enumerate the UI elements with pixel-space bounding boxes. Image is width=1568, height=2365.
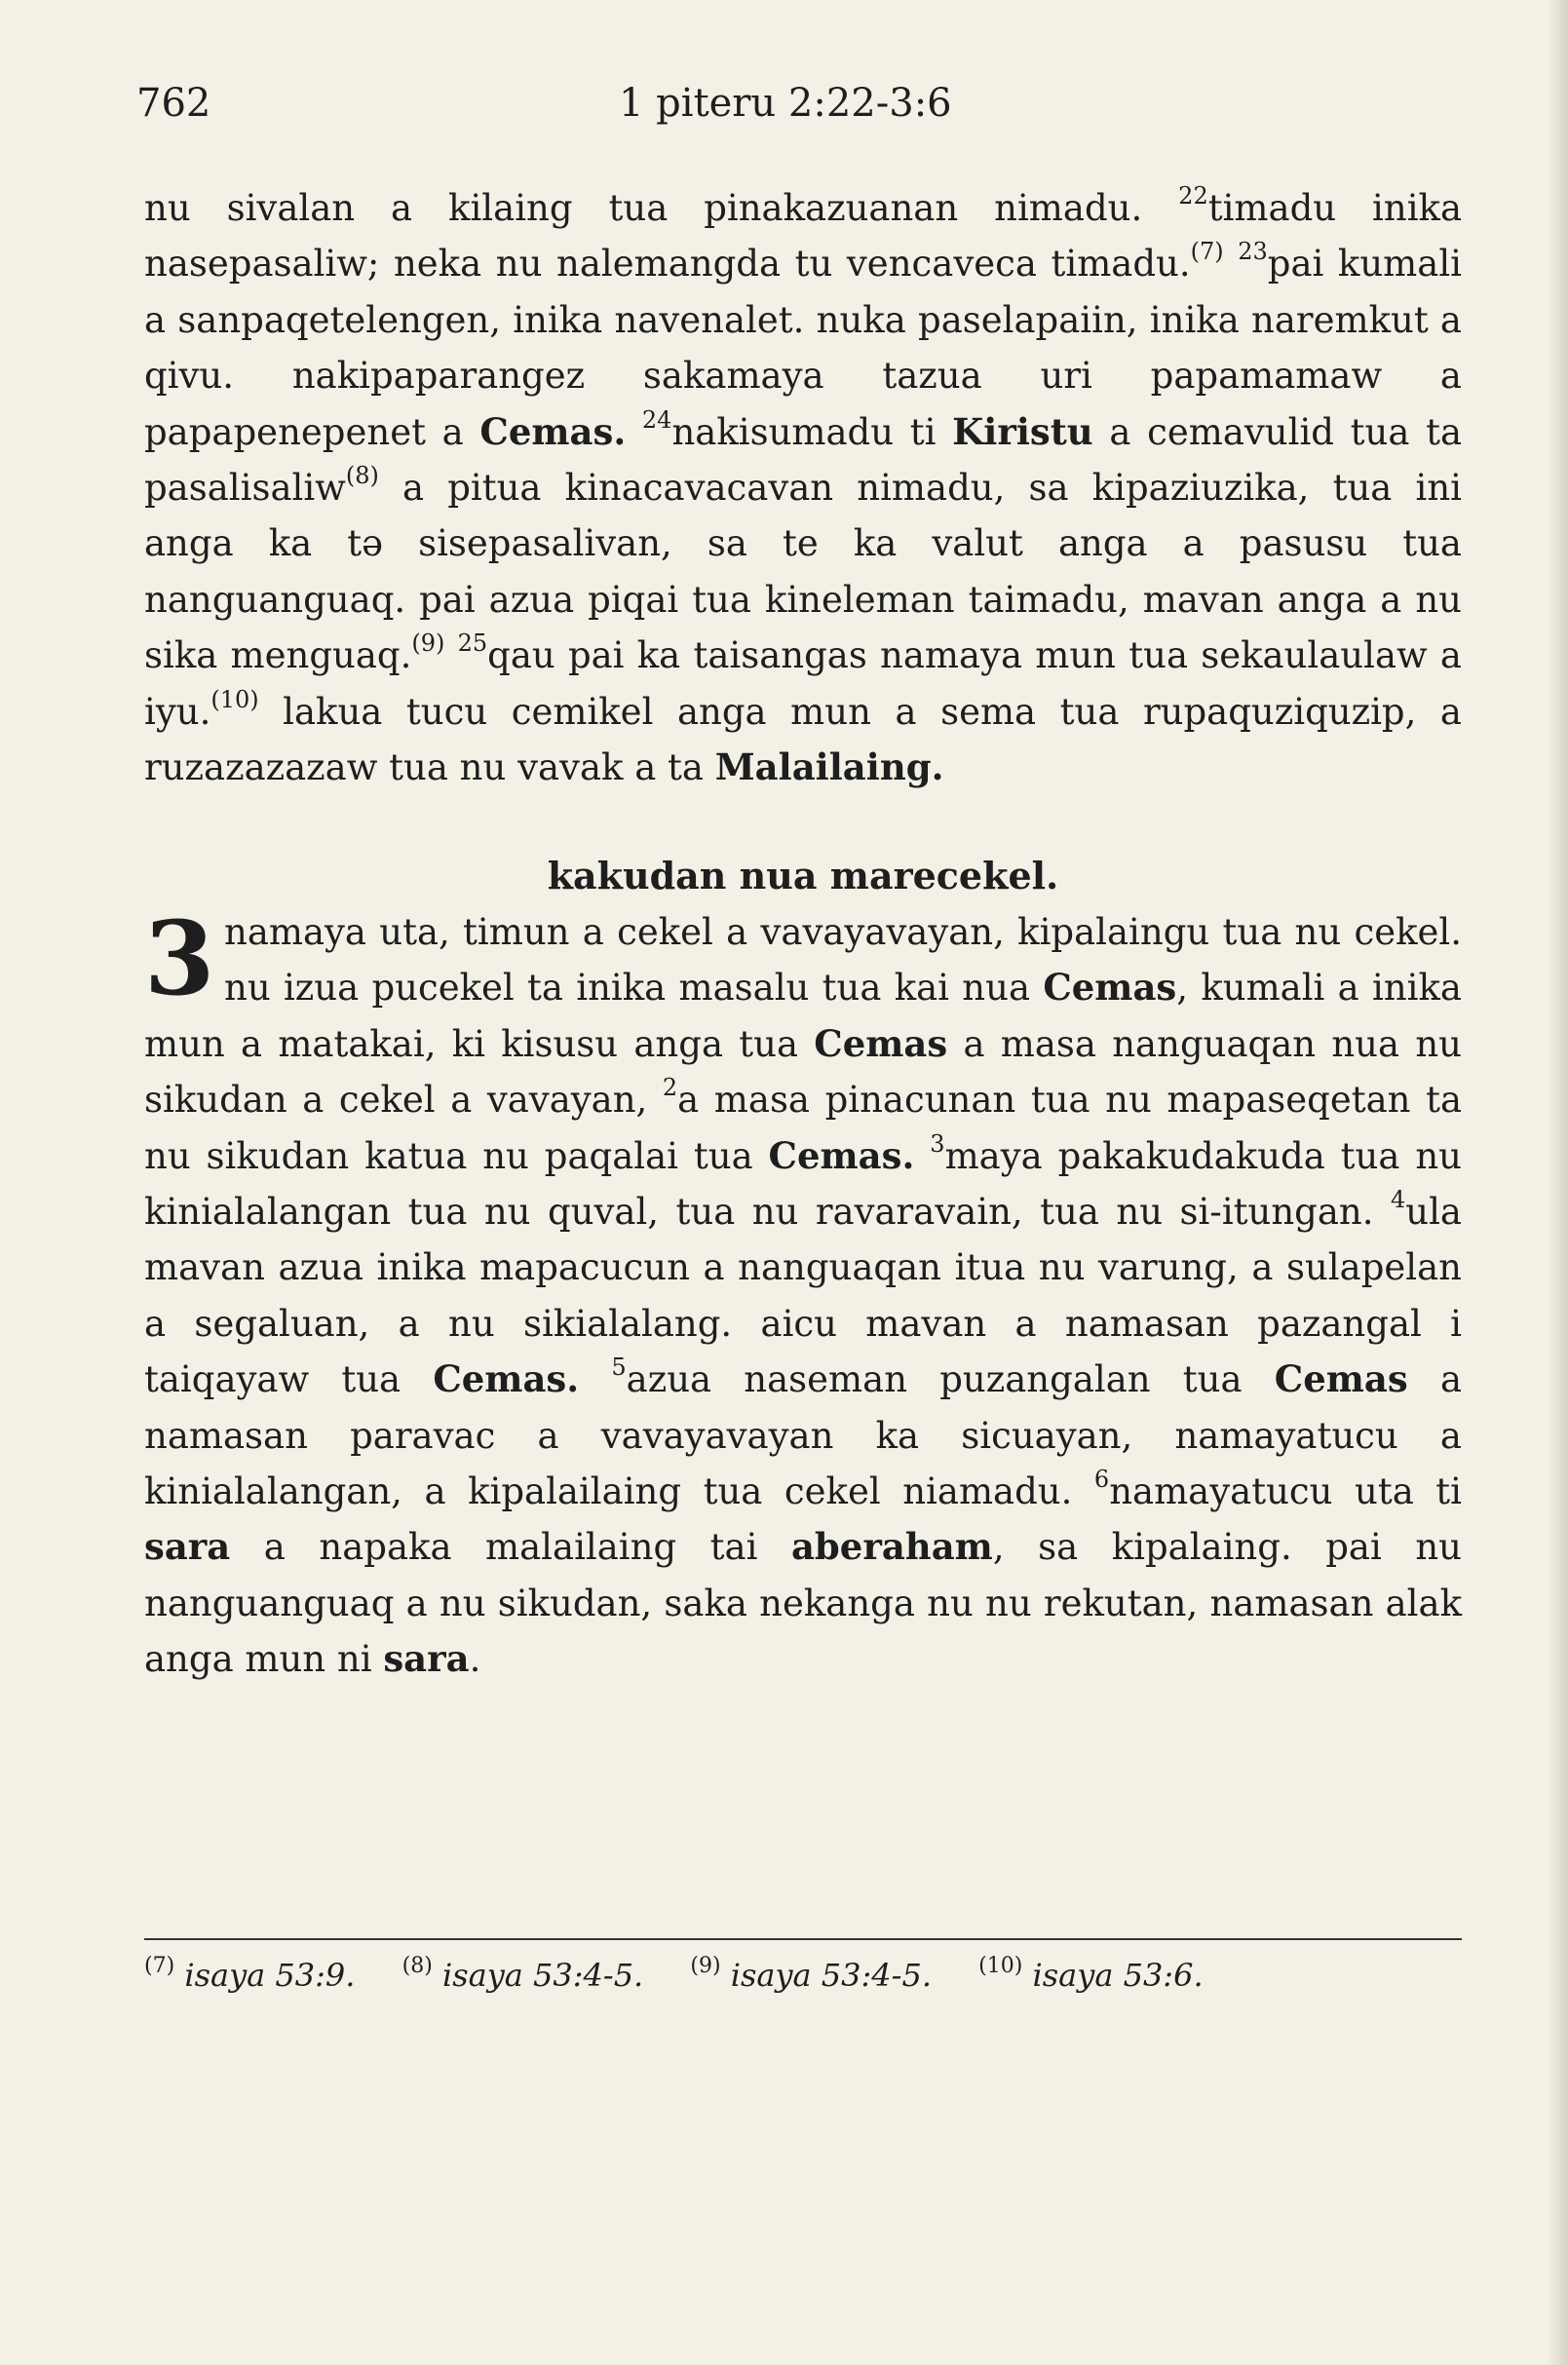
text-run: maya pakakudakuda tua nu kinialalangan tua nu quval, tua nu ravaravain, tua nu si-itungan. xyxy=(144,1134,1462,1233)
text-run: timadu inika nasepasaliw; neka nu nalemangda tu vencaveca timadu. xyxy=(144,187,1463,286)
text-run: azua naseman puzangalan tua xyxy=(626,1358,1275,1401)
section-heading: kakudan nua marecekel. xyxy=(547,854,1059,898)
text-run: a pitua kinacavacavan nimadu, sa kipaziuzika, tua ini anga ka tə sisepasalivan, sa te ka valut anga a pasusu tua nanguanguaq. pai azua piqai tua kineleman taimadu, mavan anga a nu sika menguaq. xyxy=(144,467,1462,677)
text-run: a namasan paravac a vavayavayan ka sicuayan, namayatucu a kinialalangan, a kipalailaing tua cekel niamadu. xyxy=(144,1358,1462,1512)
footnote-ref-text: isaya 53:6. xyxy=(1032,1957,1204,1994)
text-run: , kumali a inika mun a matakai, ki kisusu anga tua xyxy=(144,967,1462,1065)
page-number: 762 xyxy=(136,81,211,126)
text-run: a masa pinacunan tua nu mapaseqetan ta nu sikudan katua nu paqalai tua xyxy=(144,1079,1462,1177)
text-run: a cemavulid tua ta pasalisaliw xyxy=(144,410,1463,510)
emphasis-word: sara xyxy=(383,1637,470,1681)
text-run: namayatucu uta ti xyxy=(1109,1469,1463,1512)
footnote-ref-text: isaya 53:4-5. xyxy=(441,1957,644,1994)
emphasis-word: Cemas xyxy=(1274,1357,1408,1401)
page-edge-shadow xyxy=(1547,0,1568,2365)
emphasis-word: Kiristu xyxy=(952,409,1093,453)
verse-number: 2 xyxy=(662,1074,678,1102)
verse-number: 23 xyxy=(1238,238,1268,266)
footnote xyxy=(978,1954,1203,1997)
emphasis-word: sara xyxy=(144,1525,231,1569)
footnote-ref[interactable]: (7) xyxy=(1190,238,1224,266)
page-header xyxy=(136,74,1472,133)
verse-number: 22 xyxy=(1178,182,1208,210)
text-run: nu sivalan a kilaing tua pinakazuanan nimadu. xyxy=(144,187,1179,229)
paragraph-chapter-3 xyxy=(144,897,1463,1688)
text-run: a napaka malailaing tai xyxy=(230,1526,791,1569)
verse-number: 24 xyxy=(641,405,672,434)
emphasis-word: Cemas xyxy=(814,1021,948,1065)
footnote-mark: (10) xyxy=(978,1954,1023,1978)
main-text xyxy=(144,180,1462,1688)
verse-number: 5 xyxy=(611,1354,627,1382)
footnote-mark: (7) xyxy=(144,1954,175,1978)
running-title: 1 piteru 2:22-3:6 xyxy=(619,81,952,126)
paragraph-2-22 xyxy=(144,180,1462,795)
emphasis-word: Cemas xyxy=(1043,966,1177,1010)
footnote-mark: (8) xyxy=(402,1954,433,1978)
footnote xyxy=(402,1954,644,1997)
footnotes xyxy=(144,1938,1462,1997)
footnote-mark: (9) xyxy=(690,1954,721,1978)
text-run: , sa kipalaing. pai nu nanguanguaq a nu sikudan, saka nekanga nu nu rekutan, namasan alak anga mun ni xyxy=(144,1526,1462,1681)
text-run: namaya uta, timun a cekel a vavayavayan, kipalaingu tua nu cekel. nu izua pucekel ta inika masalu tua kai nua xyxy=(224,910,1462,1010)
emphasis-word: Cemas. xyxy=(479,409,627,453)
emphasis-word: Cemas. xyxy=(433,1357,580,1401)
footnote-ref-text: isaya 53:4-5. xyxy=(730,1957,932,1994)
verse-number: 3 xyxy=(930,1129,945,1158)
footnote-ref[interactable]: (10) xyxy=(210,685,259,713)
text-run: lakua tucu cemikel anga mun a sema tua rupaquziquzip, a ruzazazazaw tua nu vavak a ta xyxy=(144,690,1462,789)
text-run: . xyxy=(469,1638,481,1681)
verse-number: 4 xyxy=(1390,1185,1406,1213)
footnote xyxy=(144,1954,355,1997)
text-run: ula mavan azua inika mapacucun a nanguaqan itua nu varung, a sulapelan a segaluan, a nu sikialalang. aicu mavan a namasan pazangal i taiqayaw tua xyxy=(144,1190,1462,1401)
emphasis-word: Malailaing. xyxy=(714,745,944,789)
verse-number: 25 xyxy=(457,629,488,658)
text-run: a masa nanguaqan nua nu sikudan a cekel a vavayan, xyxy=(144,1022,1462,1122)
footnote-ref[interactable]: (8) xyxy=(345,462,379,490)
emphasis-word: aberaham xyxy=(790,1525,993,1569)
footnote-ref[interactable]: (9) xyxy=(411,629,445,658)
text-run: qau pai ka taisangas namaya mun tua sekaulaulaw a iyu. xyxy=(144,634,1462,733)
verse-number: 6 xyxy=(1093,1465,1110,1493)
footnote xyxy=(690,1954,932,1997)
chapter-number: 3 xyxy=(144,897,215,1018)
text-run: nakisumadu ti xyxy=(671,410,953,453)
text-run: pai kumali a sanpaqetelengen, inika navenalet. nuka paselapaiin, inika naremkut a qivu. nakipaparangez sakamaya tazua uri papamamaw a papapenepenet a xyxy=(144,243,1462,453)
footnote-ref-text: isaya 53:9. xyxy=(184,1957,356,1994)
emphasis-word: Cemas. xyxy=(768,1133,915,1177)
